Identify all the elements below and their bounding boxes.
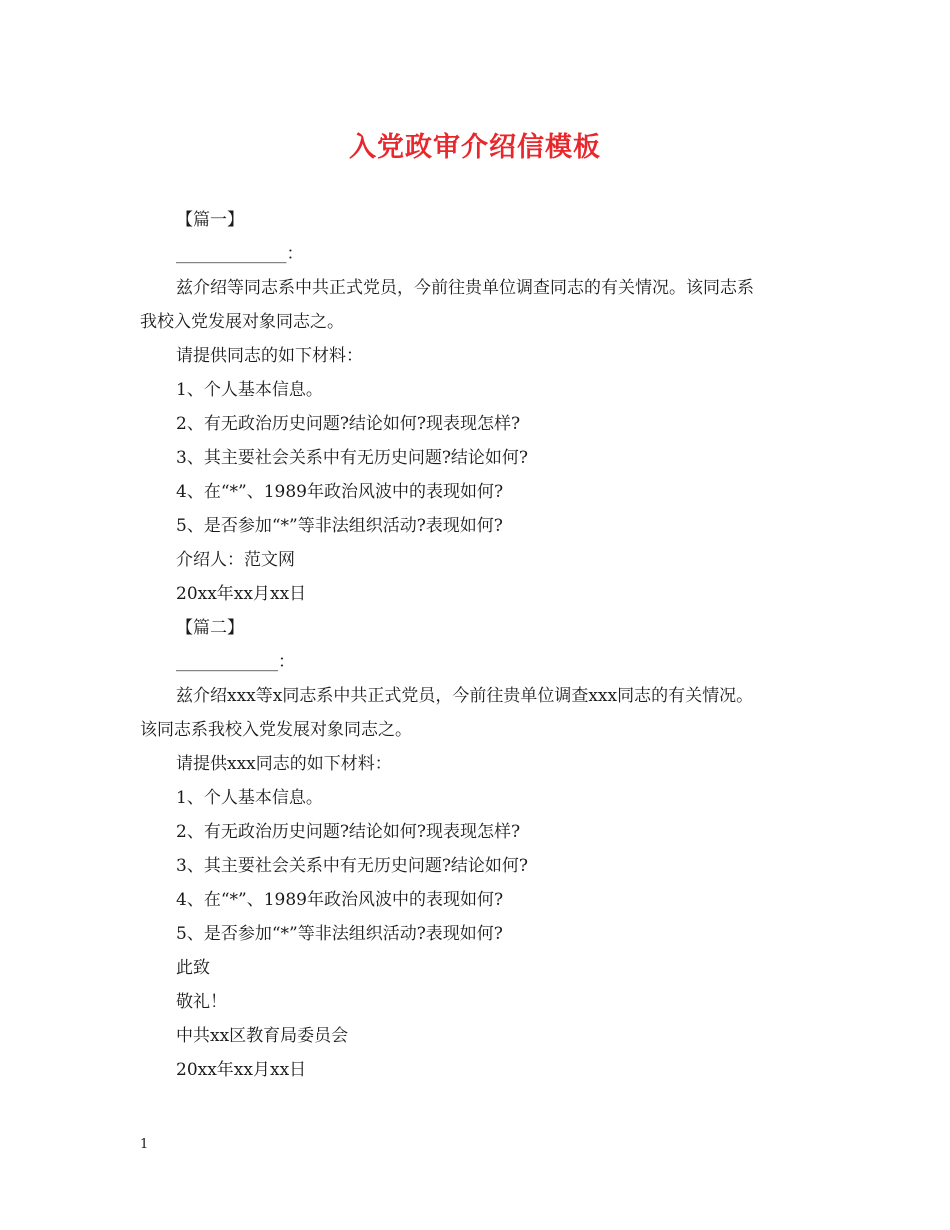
section2-item: 5、是否参加“*”等非法组织活动?表现如何? xyxy=(176,924,503,944)
section1-item: 2、有无政治历史问题?结论如何?现表现怎样? xyxy=(176,414,521,434)
section1-item: 5、是否参加“*”等非法组织活动?表现如何? xyxy=(176,516,503,536)
section2-closing-1: 此致 xyxy=(176,958,210,978)
section2-body-line2: 该同志系我校入党发展对象同志之。 xyxy=(140,720,412,740)
section1-addressee: _____________： xyxy=(176,244,304,264)
section1-body-line2: 我校入党发展对象同志之。 xyxy=(140,312,344,332)
section2-item: 4、在“*”、1989年政治风波中的表现如何? xyxy=(176,890,504,910)
page-number: 1 xyxy=(140,1137,149,1152)
section1-heading: 【篇一】 xyxy=(176,210,244,230)
section1-body-line1: 兹介绍等同志系中共正式党员，今前往贵单位调查同志的有关情况。该同志系 xyxy=(176,278,754,298)
section2-request: 请提供xxx同志的如下材料： xyxy=(176,754,392,774)
section1-date: 20xx年xx月xx日 xyxy=(176,584,307,604)
document-title: 入党政审介绍信模板 xyxy=(349,132,601,163)
section1-item: 3、其主要社会关系中有无历史问题?结论如何? xyxy=(176,448,529,468)
section2-signature: 中共xx区教育局委员会 xyxy=(176,1026,349,1046)
section2-date: 20xx年xx月xx日 xyxy=(176,1060,307,1080)
section2-body-line1: 兹介绍xxx等x同志系中共正式党员，今前往贵单位调查xxx同志的有关情况。 xyxy=(176,686,754,706)
section2-addressee: ____________： xyxy=(176,652,295,672)
section2-item: 1、个人基本信息。 xyxy=(176,788,323,808)
section2-item: 2、有无政治历史问题?结论如何?现表现怎样? xyxy=(176,822,521,842)
section1-introducer: 介绍人：范文网 xyxy=(176,550,295,570)
section1-item: 4、在“*”、1989年政治风波中的表现如何? xyxy=(176,482,504,502)
section1-item: 1、个人基本信息。 xyxy=(176,380,323,400)
section2-closing-2: 敬礼！ xyxy=(176,992,227,1012)
section2-item: 3、其主要社会关系中有无历史问题?结论如何? xyxy=(176,856,529,876)
section2-heading: 【篇二】 xyxy=(176,618,244,638)
section1-request: 请提供同志的如下材料： xyxy=(176,346,363,366)
